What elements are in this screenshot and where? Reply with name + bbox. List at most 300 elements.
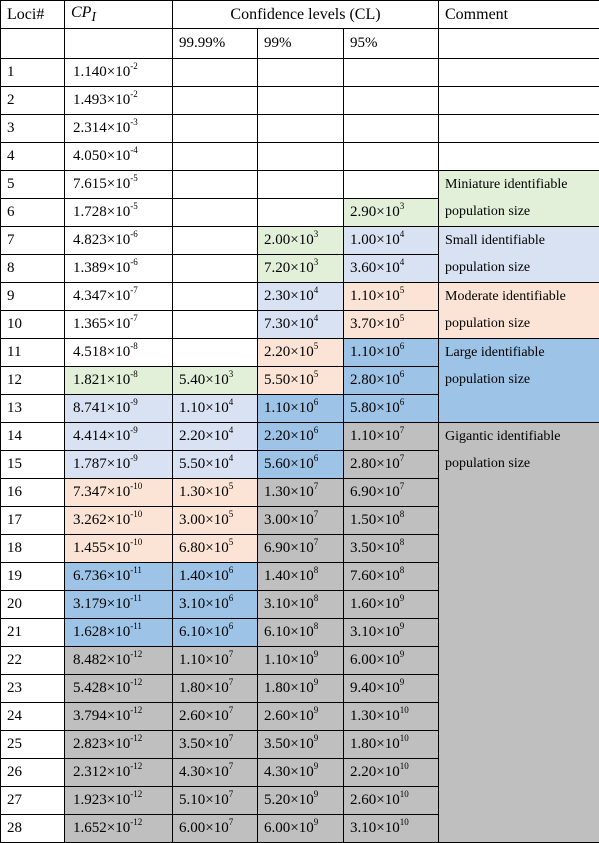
times-ten: ×10 bbox=[376, 232, 399, 248]
value-exponent: -5 bbox=[130, 173, 138, 183]
cl-95-cell bbox=[344, 591, 439, 619]
value-exponent: 5 bbox=[400, 313, 405, 323]
loci-cell: 18 bbox=[1, 535, 65, 563]
cl-9999-cell bbox=[173, 143, 258, 171]
times-ten: ×10 bbox=[107, 344, 130, 360]
value-exponent: 6 bbox=[400, 341, 405, 351]
cl-99-cell bbox=[258, 479, 344, 507]
value-exponent: 7 bbox=[229, 733, 234, 743]
loci-cell: 15 bbox=[1, 451, 65, 479]
value-exponent: 7 bbox=[314, 509, 319, 519]
value-mantissa: 2.30 bbox=[264, 288, 290, 304]
times-ten: ×10 bbox=[205, 624, 228, 640]
times-ten: ×10 bbox=[107, 680, 130, 696]
times-ten: ×10 bbox=[205, 428, 228, 444]
value-mantissa: 7.347 bbox=[73, 484, 107, 500]
times-ten: ×10 bbox=[376, 540, 399, 556]
times-ten: ×10 bbox=[205, 680, 228, 696]
comment-cell-empty bbox=[439, 143, 599, 171]
times-ten: ×10 bbox=[205, 820, 228, 836]
cp-cell bbox=[65, 731, 173, 759]
times-ten: ×10 bbox=[290, 316, 313, 332]
comment-cell: Miniature identifiable population size bbox=[439, 171, 599, 227]
value-mantissa: 4.347 bbox=[73, 288, 107, 304]
value-mantissa: 1.10 bbox=[350, 428, 376, 444]
value-mantissa: 3.00 bbox=[179, 512, 205, 528]
cl-95-cell bbox=[344, 311, 439, 339]
value-exponent: 6 bbox=[229, 621, 234, 631]
value-exponent: -12 bbox=[130, 677, 142, 687]
value-mantissa: 3.00 bbox=[264, 512, 290, 528]
value-exponent: 3 bbox=[229, 369, 234, 379]
times-ten: ×10 bbox=[205, 540, 228, 556]
cl-95-cell bbox=[344, 731, 439, 759]
loci-cell: 1 bbox=[1, 59, 65, 87]
value-exponent: 6 bbox=[229, 565, 234, 575]
value-exponent: 6 bbox=[400, 397, 405, 407]
cl-9999-cell bbox=[173, 647, 258, 675]
value-mantissa: 1.50 bbox=[350, 512, 376, 528]
value-mantissa: 6.80 bbox=[179, 540, 205, 556]
cp-cell bbox=[65, 535, 173, 563]
value-mantissa: 1.821 bbox=[73, 372, 107, 388]
cl-99-cell bbox=[258, 395, 344, 423]
cl-99-cell bbox=[258, 675, 344, 703]
cp-cell bbox=[65, 199, 173, 227]
times-ten: ×10 bbox=[290, 764, 313, 780]
value-exponent: 10 bbox=[400, 761, 409, 771]
value-exponent: 5 bbox=[400, 285, 405, 295]
times-ten: ×10 bbox=[290, 428, 313, 444]
cl-9999-cell bbox=[173, 115, 258, 143]
times-ten: ×10 bbox=[290, 652, 313, 668]
value-exponent: 10 bbox=[400, 789, 409, 799]
value-mantissa: 6.10 bbox=[179, 624, 205, 640]
loci-cell: 8 bbox=[1, 255, 65, 283]
value-exponent: 3 bbox=[314, 257, 319, 267]
cl-99-cell bbox=[258, 171, 344, 199]
cp-cell bbox=[65, 115, 173, 143]
cp-header-subscript: I bbox=[91, 9, 95, 24]
cl-9999-cell bbox=[173, 367, 258, 395]
cp-cell bbox=[65, 703, 173, 731]
value-exponent: -12 bbox=[130, 789, 142, 799]
value-exponent: 4 bbox=[229, 453, 234, 463]
value-mantissa: 1.389 bbox=[73, 260, 107, 276]
times-ten: ×10 bbox=[107, 400, 130, 416]
times-ten: ×10 bbox=[290, 708, 313, 724]
times-ten: ×10 bbox=[107, 120, 130, 136]
value-exponent: 5 bbox=[229, 509, 234, 519]
subheader-empty-comment bbox=[439, 29, 599, 59]
value-mantissa: 4.518 bbox=[73, 344, 107, 360]
loci-cell: 21 bbox=[1, 619, 65, 647]
value-exponent: -9 bbox=[130, 425, 138, 435]
cl-95-cell bbox=[344, 759, 439, 787]
times-ten: ×10 bbox=[107, 484, 130, 500]
times-ten: ×10 bbox=[376, 512, 399, 528]
loci-cell: 17 bbox=[1, 507, 65, 535]
cp-cell bbox=[65, 87, 173, 115]
times-ten: ×10 bbox=[205, 512, 228, 528]
value-mantissa: 9.40 bbox=[350, 680, 376, 696]
value-mantissa: 1.140 bbox=[73, 64, 107, 80]
value-exponent: 4 bbox=[229, 397, 234, 407]
times-ten: ×10 bbox=[376, 820, 399, 836]
cl-99-cell bbox=[258, 143, 344, 171]
times-ten: ×10 bbox=[107, 204, 130, 220]
table-row bbox=[1, 423, 599, 451]
subheader-row bbox=[1, 29, 599, 59]
cl-95-cell bbox=[344, 451, 439, 479]
value-exponent: 7 bbox=[400, 425, 405, 435]
cl-9999-cell bbox=[173, 815, 258, 843]
cl-95-cell bbox=[344, 563, 439, 591]
table-row bbox=[1, 115, 599, 143]
times-ten: ×10 bbox=[290, 344, 313, 360]
loci-cell: 28 bbox=[1, 815, 65, 843]
value-exponent: 8 bbox=[314, 593, 319, 603]
cl-99-cell bbox=[258, 339, 344, 367]
value-exponent: -5 bbox=[130, 201, 138, 211]
times-ten: ×10 bbox=[107, 456, 130, 472]
cl-9999-cell bbox=[173, 479, 258, 507]
value-exponent: -12 bbox=[130, 705, 142, 715]
loci-cell: 4 bbox=[1, 143, 65, 171]
cl-95-cell bbox=[344, 423, 439, 451]
value-exponent: 10 bbox=[400, 733, 409, 743]
cl-9999-cell bbox=[173, 731, 258, 759]
cl-95-cell bbox=[344, 367, 439, 395]
loci-cell: 25 bbox=[1, 731, 65, 759]
value-exponent: 9 bbox=[314, 705, 319, 715]
value-mantissa: 1.30 bbox=[264, 484, 290, 500]
table-row bbox=[1, 339, 599, 367]
value-exponent: -7 bbox=[130, 313, 138, 323]
value-exponent: 5 bbox=[314, 369, 319, 379]
cl-9999-cell bbox=[173, 171, 258, 199]
value-mantissa: 1.923 bbox=[73, 792, 107, 808]
value-exponent: -10 bbox=[130, 509, 142, 519]
table-row bbox=[1, 143, 599, 171]
value-mantissa: 2.20 bbox=[179, 428, 205, 444]
times-ten: ×10 bbox=[376, 288, 399, 304]
times-ten: ×10 bbox=[290, 372, 313, 388]
cp-cell bbox=[65, 339, 173, 367]
times-ten: ×10 bbox=[376, 204, 399, 220]
loci-header: Loci# bbox=[1, 1, 65, 29]
value-exponent: 4 bbox=[229, 425, 234, 435]
value-exponent: 10 bbox=[400, 705, 409, 715]
times-ten: ×10 bbox=[205, 456, 228, 472]
value-exponent: 7 bbox=[400, 481, 405, 491]
loci-cell: 22 bbox=[1, 647, 65, 675]
value-exponent: 7 bbox=[229, 705, 234, 715]
cp-cell bbox=[65, 227, 173, 255]
value-mantissa: 1.80 bbox=[179, 680, 205, 696]
value-mantissa: 1.40 bbox=[179, 568, 205, 584]
cl-95-cell bbox=[344, 507, 439, 535]
times-ten: ×10 bbox=[107, 820, 130, 836]
value-exponent: -2 bbox=[130, 61, 138, 71]
value-exponent: 7 bbox=[229, 789, 234, 799]
cp-cell bbox=[65, 255, 173, 283]
cl-9999-cell bbox=[173, 255, 258, 283]
times-ten: ×10 bbox=[205, 764, 228, 780]
times-ten: ×10 bbox=[290, 820, 313, 836]
cl-9999-cell bbox=[173, 283, 258, 311]
value-mantissa: 5.50 bbox=[264, 372, 290, 388]
loci-cell: 26 bbox=[1, 759, 65, 787]
comment-cell-empty bbox=[439, 115, 599, 143]
cl-99-cell bbox=[258, 619, 344, 647]
cl-95-cell bbox=[344, 283, 439, 311]
times-ten: ×10 bbox=[107, 372, 130, 388]
cl-9999-cell bbox=[173, 59, 258, 87]
value-mantissa: 3.10 bbox=[350, 624, 376, 640]
times-ten: ×10 bbox=[107, 148, 130, 164]
times-ten: ×10 bbox=[107, 64, 130, 80]
value-mantissa: 5.20 bbox=[264, 792, 290, 808]
times-ten: ×10 bbox=[290, 456, 313, 472]
value-exponent: 5 bbox=[314, 341, 319, 351]
loci-cell: 13 bbox=[1, 395, 65, 423]
comment-cell: Gigantic identifiable population size bbox=[439, 423, 599, 843]
cp-cell bbox=[65, 367, 173, 395]
times-ten: ×10 bbox=[376, 372, 399, 388]
times-ten: ×10 bbox=[107, 764, 130, 780]
cp-cell bbox=[65, 507, 173, 535]
value-exponent: 9 bbox=[400, 649, 405, 659]
value-mantissa: 1.40 bbox=[264, 568, 290, 584]
cl-95-cell bbox=[344, 339, 439, 367]
cl-95-cell bbox=[344, 199, 439, 227]
value-mantissa: 7.30 bbox=[264, 316, 290, 332]
times-ten: ×10 bbox=[107, 92, 130, 108]
cl-9999-cell bbox=[173, 87, 258, 115]
cl-9999-cell bbox=[173, 535, 258, 563]
cp-cell bbox=[65, 563, 173, 591]
value-mantissa: 8.741 bbox=[73, 400, 107, 416]
cl-9999-cell bbox=[173, 591, 258, 619]
value-exponent: -11 bbox=[130, 621, 142, 631]
cp-cell bbox=[65, 171, 173, 199]
value-mantissa: 2.60 bbox=[179, 708, 205, 724]
cl-95-cell bbox=[344, 535, 439, 563]
times-ten: ×10 bbox=[290, 596, 313, 612]
cl-level-99: 99% bbox=[258, 29, 344, 59]
cp-cell bbox=[65, 143, 173, 171]
value-exponent: 6 bbox=[229, 593, 234, 603]
cl-9999-cell bbox=[173, 199, 258, 227]
times-ten: ×10 bbox=[376, 568, 399, 584]
value-mantissa: 4.050 bbox=[73, 148, 107, 164]
loci-cell: 2 bbox=[1, 87, 65, 115]
value-mantissa: 1.10 bbox=[179, 400, 205, 416]
value-mantissa: 1.10 bbox=[350, 344, 376, 360]
times-ten: ×10 bbox=[376, 708, 399, 724]
times-ten: ×10 bbox=[205, 484, 228, 500]
times-ten: ×10 bbox=[205, 736, 228, 752]
value-mantissa: 5.80 bbox=[350, 400, 376, 416]
value-mantissa: 1.365 bbox=[73, 316, 107, 332]
loci-cell: 7 bbox=[1, 227, 65, 255]
value-exponent: -9 bbox=[130, 453, 138, 463]
times-ten: ×10 bbox=[376, 792, 399, 808]
times-ten: ×10 bbox=[205, 596, 228, 612]
value-exponent: 7 bbox=[229, 649, 234, 659]
value-exponent: 8 bbox=[314, 565, 319, 575]
times-ten: ×10 bbox=[205, 792, 228, 808]
cl-95-cell bbox=[344, 619, 439, 647]
cp-cell bbox=[65, 647, 173, 675]
times-ten: ×10 bbox=[205, 372, 228, 388]
loci-cell: 5 bbox=[1, 171, 65, 199]
value-exponent: -10 bbox=[130, 481, 142, 491]
value-exponent: -12 bbox=[130, 733, 142, 743]
times-ten: ×10 bbox=[376, 428, 399, 444]
times-ten: ×10 bbox=[376, 764, 399, 780]
value-exponent: 4 bbox=[314, 313, 319, 323]
value-mantissa: 1.30 bbox=[350, 708, 376, 724]
cl-9999-cell bbox=[173, 787, 258, 815]
times-ten: ×10 bbox=[107, 652, 130, 668]
cp-cell bbox=[65, 395, 173, 423]
value-mantissa: 2.90 bbox=[350, 204, 376, 220]
subheader-empty-loci bbox=[1, 29, 65, 59]
times-ten: ×10 bbox=[107, 428, 130, 444]
value-mantissa: 2.00 bbox=[264, 232, 290, 248]
cl-9999-cell bbox=[173, 675, 258, 703]
value-mantissa: 1.10 bbox=[264, 652, 290, 668]
value-mantissa: 1.787 bbox=[73, 456, 107, 472]
cl-9999-cell bbox=[173, 227, 258, 255]
value-exponent: -12 bbox=[130, 649, 142, 659]
cp-cell bbox=[65, 451, 173, 479]
times-ten: ×10 bbox=[107, 232, 130, 248]
cl-9999-cell bbox=[173, 311, 258, 339]
cl-99-cell bbox=[258, 87, 344, 115]
cl-95-cell bbox=[344, 815, 439, 843]
times-ten: ×10 bbox=[376, 344, 399, 360]
value-mantissa: 1.455 bbox=[73, 540, 107, 556]
value-mantissa: 5.10 bbox=[179, 792, 205, 808]
value-exponent: 7 bbox=[229, 817, 234, 827]
cp-cell bbox=[65, 423, 173, 451]
times-ten: ×10 bbox=[107, 176, 130, 192]
cp-header bbox=[65, 1, 173, 29]
cp-cell bbox=[65, 59, 173, 87]
cp-cell bbox=[65, 283, 173, 311]
value-mantissa: 2.80 bbox=[350, 372, 376, 388]
value-exponent: 6 bbox=[400, 369, 405, 379]
times-ten: ×10 bbox=[107, 316, 130, 332]
value-mantissa: 3.50 bbox=[350, 540, 376, 556]
value-mantissa: 4.414 bbox=[73, 428, 107, 444]
value-mantissa: 2.20 bbox=[264, 344, 290, 360]
value-mantissa: 4.30 bbox=[264, 764, 290, 780]
value-mantissa: 2.823 bbox=[73, 736, 107, 752]
cl-9999-cell bbox=[173, 507, 258, 535]
loci-cell: 14 bbox=[1, 423, 65, 451]
value-mantissa: 4.30 bbox=[179, 764, 205, 780]
cl-9999-cell bbox=[173, 451, 258, 479]
comment-cell-empty bbox=[439, 87, 599, 115]
times-ten: ×10 bbox=[107, 624, 130, 640]
cl-99-cell bbox=[258, 311, 344, 339]
cl-9999-cell bbox=[173, 703, 258, 731]
value-exponent: 3 bbox=[314, 229, 319, 239]
table-row bbox=[1, 171, 599, 199]
times-ten: ×10 bbox=[376, 456, 399, 472]
value-mantissa: 7.60 bbox=[350, 568, 376, 584]
times-ten: ×10 bbox=[205, 652, 228, 668]
cp-cell bbox=[65, 591, 173, 619]
value-mantissa: 2.60 bbox=[264, 708, 290, 724]
value-exponent: 9 bbox=[314, 817, 319, 827]
value-mantissa: 3.50 bbox=[264, 736, 290, 752]
value-exponent: 6 bbox=[314, 425, 319, 435]
value-mantissa: 2.314 bbox=[73, 120, 107, 136]
value-mantissa: 6.00 bbox=[179, 820, 205, 836]
times-ten: ×10 bbox=[376, 736, 399, 752]
cl-95-cell bbox=[344, 171, 439, 199]
value-exponent: 7 bbox=[229, 761, 234, 771]
value-exponent: 9 bbox=[400, 593, 405, 603]
value-exponent: 9 bbox=[314, 649, 319, 659]
cl-99-cell bbox=[258, 703, 344, 731]
cl-95-cell bbox=[344, 647, 439, 675]
cp-cell bbox=[65, 675, 173, 703]
times-ten: ×10 bbox=[107, 568, 130, 584]
confidence-levels-header: Confidence levels (CL) bbox=[173, 1, 439, 29]
value-mantissa: 1.10 bbox=[264, 400, 290, 416]
times-ten: ×10 bbox=[290, 624, 313, 640]
cl-99-cell bbox=[258, 255, 344, 283]
value-exponent: -3 bbox=[130, 117, 138, 127]
cl-95-cell bbox=[344, 59, 439, 87]
value-mantissa: 1.80 bbox=[264, 680, 290, 696]
value-exponent: -2 bbox=[130, 89, 138, 99]
cl-95-cell bbox=[344, 479, 439, 507]
value-mantissa: 2.312 bbox=[73, 764, 107, 780]
header-row bbox=[1, 1, 599, 29]
times-ten: ×10 bbox=[376, 260, 399, 276]
cl-99-cell bbox=[258, 591, 344, 619]
times-ten: ×10 bbox=[290, 260, 313, 276]
cl-99-cell bbox=[258, 647, 344, 675]
value-mantissa: 3.70 bbox=[350, 316, 376, 332]
value-exponent: 7 bbox=[229, 677, 234, 687]
value-mantissa: 6.90 bbox=[264, 540, 290, 556]
cl-99-cell bbox=[258, 507, 344, 535]
value-exponent: -8 bbox=[130, 341, 138, 351]
times-ten: ×10 bbox=[205, 708, 228, 724]
value-mantissa: 7.20 bbox=[264, 260, 290, 276]
subheader-empty-cp bbox=[65, 29, 173, 59]
cl-95-cell bbox=[344, 675, 439, 703]
value-mantissa: 6.90 bbox=[350, 484, 376, 500]
value-exponent: 9 bbox=[314, 677, 319, 687]
value-exponent: -6 bbox=[130, 229, 138, 239]
cp-cell bbox=[65, 619, 173, 647]
cl-95-cell bbox=[344, 787, 439, 815]
loci-cell: 3 bbox=[1, 115, 65, 143]
value-mantissa: 3.262 bbox=[73, 512, 107, 528]
value-mantissa: 3.10 bbox=[179, 596, 205, 612]
times-ten: ×10 bbox=[290, 484, 313, 500]
cl-9999-cell bbox=[173, 619, 258, 647]
